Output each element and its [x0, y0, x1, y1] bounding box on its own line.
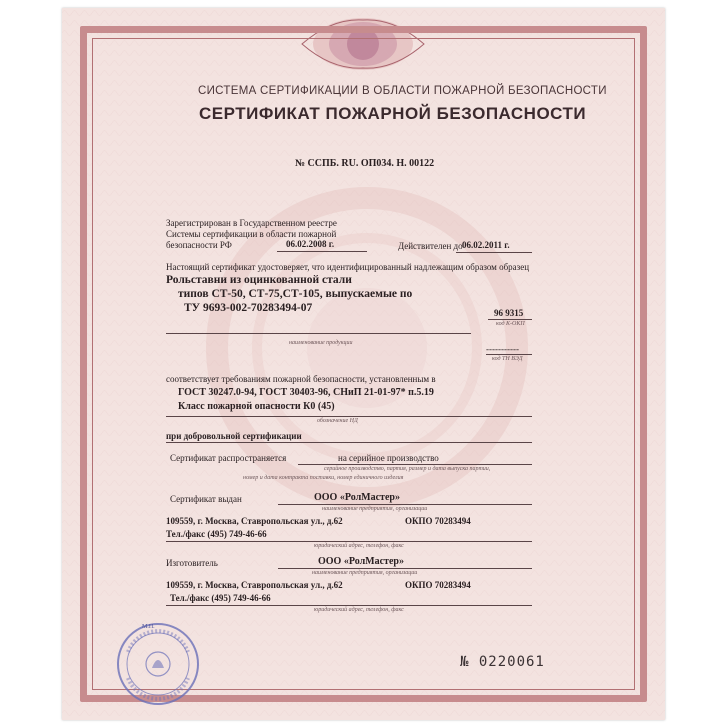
okp-caption: код К-ОКП — [496, 321, 525, 327]
issued-to-caption: наименование предприятия, организации — [322, 506, 428, 512]
scope-label: Сертификат распространяется — [170, 453, 287, 463]
registration-date: 06.02.2008 г. — [286, 239, 335, 249]
stamp-mp: М.П. — [142, 624, 155, 630]
scope-caption1: серийное производство, партия, размер и дата выпуска партии, — [324, 466, 491, 472]
manufacturer-value: ООО «РолМастер» — [318, 556, 404, 567]
issued-to-address-caption: юридический адрес, телефон, факс — [314, 543, 404, 549]
tnved-code: ----------- — [486, 344, 519, 354]
issued-to-address: 109559, г. Москва, Ставропольская ул., д.62 — [166, 516, 343, 526]
manufacturer-okpo: ОКПО 70283494 — [405, 580, 471, 590]
manufacturer-address: 109559, г. Москва, Ставропольская ул., д.62 — [166, 580, 343, 590]
manufacturer-phone: Тел./факс (495) 749-46-66 — [170, 593, 271, 603]
issued-to-label: Сертификат выдан — [170, 494, 242, 504]
scope-caption2: номер и дата контракта поставки, номер единичного изделия — [243, 475, 404, 481]
manufacturer-label: Изготовитель — [166, 558, 218, 568]
certificate-sheet — [62, 8, 665, 720]
tnved-caption: код ТН ВЭД — [492, 356, 523, 362]
requirements-line1: ГОСТ 30247.0-94, ГОСТ 30403-96, СНиП 21-01-97* п.5.19 — [178, 387, 434, 398]
issued-to-value: ООО «РолМастер» — [314, 492, 400, 503]
requirements-intro: соответствует требованиям пожарной безопасности, установленным в — [166, 374, 436, 384]
valid-until-label: Действителен до — [398, 241, 463, 251]
product-line2: типов СТ-50, СТ-75,СТ-105, выпускаемые по — [178, 288, 413, 300]
certificate-title: СЕРТИФИКАТ ПОЖАРНОЙ БЕЗОПАСНОСТИ — [199, 104, 587, 123]
issued-to-phone: Тел./факс (495) 749-46-66 — [166, 529, 267, 539]
manufacturer-caption: наименование предприятия, организации — [312, 570, 418, 576]
manufacturer-address-caption: юридический адрес, телефон, факс — [314, 607, 404, 613]
registration-line2: Системы сертификации в области пожарной — [166, 229, 337, 239]
product-line3: ТУ 9693-002-70283494-07 — [184, 302, 313, 314]
certificate-number: № ССПБ. RU. ОП034. Н. 00122 — [295, 158, 435, 169]
official-stamp — [116, 622, 200, 706]
system-title: СИСТЕМА СЕРТИФИКАЦИИ В ОБЛАСТИ ПОЖАРНОЙ БЕЗОПАСНОСТИ — [198, 85, 607, 97]
product-line1: Рольставни из оцинкованной стали — [166, 274, 352, 286]
okp-code: 96 9315 — [494, 308, 524, 318]
serial-number: № 0220061 — [460, 654, 545, 670]
requirements-line2: Класс пожарной опасности К0 (45) — [178, 401, 335, 412]
product-intro: Настоящий сертификат удостоверяет, что идентифицированный надлежащим образом образец — [166, 262, 530, 272]
registration-line3: безопасности РФ — [166, 240, 232, 250]
voluntary-cert: при добровольной сертификации — [166, 431, 302, 441]
registration-line1: Зарегистрирован в Государственном реестре — [166, 218, 337, 228]
nd-caption: обозначение НД — [317, 418, 358, 424]
scope-value: на серийное производство — [338, 453, 439, 463]
valid-until-date: 06.02.2011 г. — [462, 240, 510, 250]
issued-to-okpo: ОКПО 70283494 — [405, 516, 471, 526]
product-name-caption: наименование продукции — [289, 340, 353, 346]
